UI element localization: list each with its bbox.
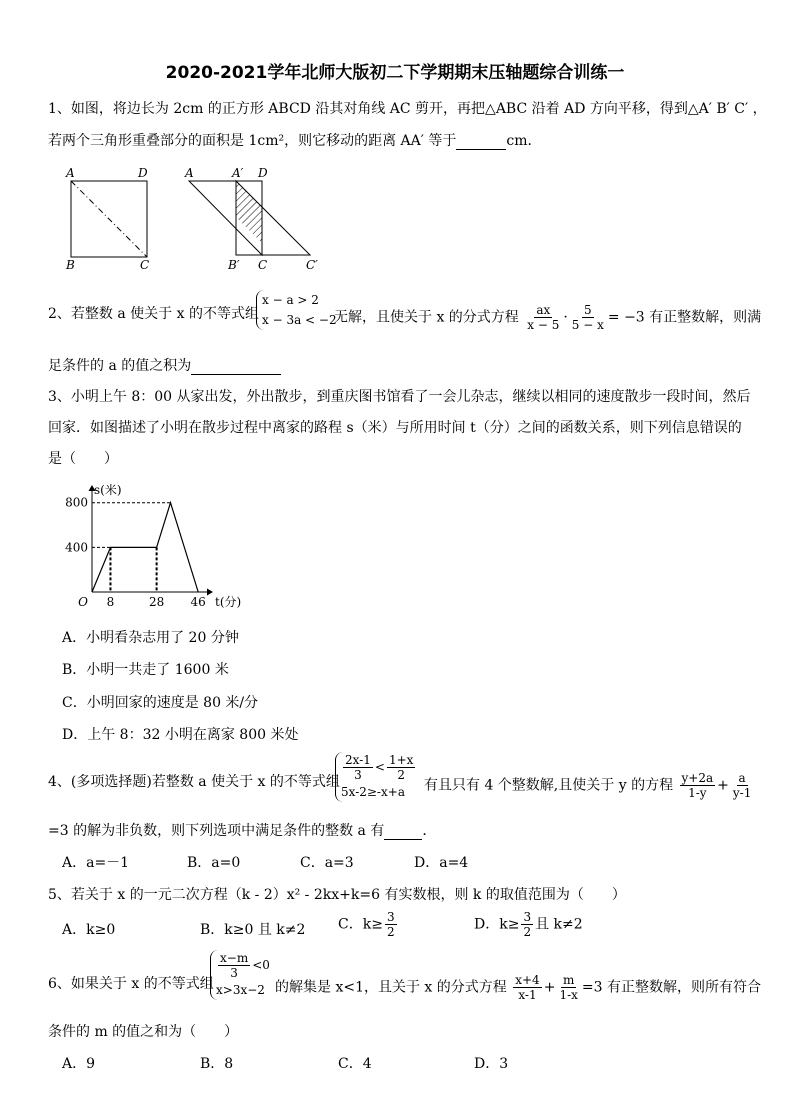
x-axis-label: t(分) xyxy=(215,595,242,609)
q3-option-c: C．小明回家的速度是 80 米/分 xyxy=(62,695,259,711)
q4-line2-text: =3 的解为非负数，则下列选项中满足条件的整数 a 有 xyxy=(48,823,385,839)
q4-mid: 有且只有 4 个整数解,且使关于 y 的方程 xyxy=(424,777,674,794)
q4-option-a: A．a=－1 xyxy=(62,855,130,871)
q4-plus: + xyxy=(717,777,729,794)
q4-ineq1-op: < xyxy=(374,760,385,774)
q3-line3: 是（ ） xyxy=(48,451,118,467)
y-axis-label: s(米) xyxy=(94,483,122,497)
q4-option-d: D．a=4 xyxy=(414,855,469,871)
q4-frac2-den: y-1 xyxy=(732,786,752,800)
q1-answer-blank xyxy=(456,133,506,150)
q5-option-c-frac xyxy=(385,910,397,939)
q5-option-a: A．k≥0 xyxy=(62,922,116,938)
y-tick-800: 800 xyxy=(65,495,88,510)
q2-pre: 2、若整数 a 使关于 x 的不等式组 xyxy=(48,306,259,322)
q6-option-d: D．3 xyxy=(474,1056,509,1072)
q6-frac1-num: x+4 xyxy=(515,973,540,987)
q2-inequality-system xyxy=(256,290,337,330)
q3-distance-time-chart xyxy=(62,478,252,613)
q2-frac1 xyxy=(525,303,561,332)
q6-post: =3 有正整数解，则所有符合 xyxy=(581,979,761,996)
q5-option-b: B．k≥0 且 k≠2 xyxy=(200,922,306,938)
q3-option-d: D．上午 8：32 小明在离家 800 米处 xyxy=(62,727,299,743)
q6-line1-rest xyxy=(275,973,761,1002)
y-tick-400: 400 xyxy=(65,540,88,555)
x-tick-28: 28 xyxy=(148,595,165,609)
q6-ineq2: x>3x−2 xyxy=(216,983,265,997)
q6-option-b: B．8 xyxy=(200,1056,234,1072)
q5-option-d-post: 且 k≠2 xyxy=(535,916,583,933)
q3-line1: 3、小明上午 8：00 从家出发，外出散步，到重庆图书馆看了一会儿杂志，继续以相同的速度散步一段时间，然后 xyxy=(48,389,751,405)
q5-option-c-text: C．k≥ xyxy=(338,916,383,933)
x-tick-46: 46 xyxy=(190,595,206,609)
q4-frac2-num: a xyxy=(738,771,746,785)
diagonal-ac xyxy=(71,181,147,257)
q6-option-c: C．4 xyxy=(338,1056,372,1072)
q3-option-b: B．小明一共走了 1600 米 xyxy=(62,662,229,678)
q6-plus: + xyxy=(543,979,556,996)
fig1-label-c: C xyxy=(140,258,150,272)
q1-line1: 1、如图，将边长为 2cm 的正方形 ABCD 沿其对角线 AC 剪开，再把△ABC 沿着 AD 方向平移，得到△A′ B′ C′ ， xyxy=(48,101,767,117)
q5-option-c xyxy=(338,910,399,939)
q1-line2 xyxy=(48,130,542,150)
q2-frac1-num: ax xyxy=(536,303,551,317)
q4-frac1-den: 1-y xyxy=(688,786,707,800)
fig2-label-b-prime: B′ xyxy=(228,258,240,272)
q2-frac2-den: 5 − x xyxy=(571,318,604,332)
q6-pre: 6、如果关于 x 的不等式组 xyxy=(48,976,214,992)
fig1-label-d: D xyxy=(138,166,148,180)
q6-frac1-den: x-1 xyxy=(518,988,537,1002)
q4-frac-b xyxy=(387,753,415,782)
x-tick-origin: O xyxy=(78,595,88,609)
q4-line2-end: ． xyxy=(422,823,437,839)
q5-line1: 5、若关于 x 的一元二次方程（k - 2）x² - 2kx+k=6 有实数根，则 k 的取值范围为（ ） xyxy=(48,887,626,903)
q2-answer-blank xyxy=(191,358,281,375)
q4-frac-a-num: 2x-1 xyxy=(345,753,371,767)
fig2-label-d: D xyxy=(258,166,268,180)
q6-frac2-num: m xyxy=(562,973,575,987)
q6-frac-a xyxy=(218,951,250,980)
q2-post: = −3 有正整数解，则满 xyxy=(607,309,762,326)
q4-option-c: C．a=3 xyxy=(300,855,354,871)
q4-pre: 4、(多项选择题)若整数 a 使关于 x 的不等式组 xyxy=(48,774,340,790)
q5-option-d xyxy=(474,910,583,939)
fig2-label-c-prime: C′ xyxy=(306,258,318,272)
fig1-label-b: B xyxy=(66,258,75,272)
q5-d-den: 2 xyxy=(523,925,532,939)
q2-frac2-num: 5 xyxy=(584,303,592,317)
q4-ineq1 xyxy=(341,752,417,782)
q5-option-d-text: D．k≥ xyxy=(474,916,520,933)
q4-frac-a-den: 3 xyxy=(354,768,362,782)
q2-dot: · xyxy=(563,309,568,326)
q3-line2: 回家．如图描述了小明在散步过程中离家的路程 s（米）与所用时间 t（分）之间的函数关系，则下列信息错误的 xyxy=(48,420,742,436)
q4-option-b: B．a=0 xyxy=(187,855,241,871)
q6-option-a: A．9 xyxy=(62,1056,96,1072)
q6-frac-a-num: x−m xyxy=(220,951,249,965)
q1-square-figure xyxy=(60,165,170,275)
q4-answer-blank xyxy=(384,823,422,840)
q6-frac1 xyxy=(513,973,541,1002)
q6-frac2 xyxy=(557,973,579,1002)
q5-d-num: 3 xyxy=(523,910,532,924)
q6-ineq1 xyxy=(216,950,270,980)
q5-c-num: 3 xyxy=(386,910,395,924)
q1-line2-text: 若两个三角形重叠部分的面积是 1cm²，则它移动的距离 AA′ 等于 xyxy=(48,133,457,149)
q5-c-den: 2 xyxy=(386,925,395,939)
q2-line1-rest xyxy=(334,303,761,332)
q2-line2-text: 足条件的 a 的值之积为 xyxy=(48,358,192,374)
q2-mid: 无解，且使关于 x 的分式方程 xyxy=(334,309,519,326)
fig2-label-a-prime: A′ xyxy=(232,166,244,180)
fig2-label-c: C xyxy=(258,258,268,272)
q4-inequality-system xyxy=(335,752,417,802)
q6-ineq1-op: <0 xyxy=(252,958,270,972)
overlap-region xyxy=(236,181,262,243)
q4-frac2 xyxy=(731,771,753,800)
q2-line2 xyxy=(48,355,281,375)
q4-line1-rest xyxy=(424,771,755,800)
q3-option-a: A．小明看杂志用了 20 分钟 xyxy=(62,630,239,646)
q4-line2 xyxy=(48,820,436,840)
q6-frac-a-den: 3 xyxy=(230,966,238,980)
q2-frac1-den: x − 5 xyxy=(527,318,560,332)
x-tick-8: 8 xyxy=(106,595,115,609)
q4-frac1 xyxy=(680,771,716,800)
q6-frac2-den: 1-x xyxy=(559,988,578,1002)
q5-option-d-frac xyxy=(521,910,533,939)
q4-frac-b-num: 1+x xyxy=(388,753,414,767)
fig2-label-a: A xyxy=(185,166,194,180)
q2-ineq1: x − a > 2 xyxy=(262,293,319,307)
q4-ineq2: 5x-2≥-x+a xyxy=(341,785,405,799)
q4-frac-a xyxy=(343,753,373,782)
q6-line2: 条件的 m 的值之和为（ ） xyxy=(48,1024,239,1040)
q4-frac1-num: y+2a xyxy=(681,771,714,785)
fig1-label-a: A xyxy=(66,166,75,180)
q1-unit: cm． xyxy=(506,133,542,149)
q2-frac2 xyxy=(570,303,606,332)
page-title: 2020-2021学年北师大版初二下学期期末压轴题综合训练一 xyxy=(165,63,625,83)
q6-inequality-system xyxy=(210,950,270,1000)
q4-frac-b-den: 2 xyxy=(397,768,405,782)
q6-mid: 的解集是 x<1，且关于 x 的分式方程 xyxy=(275,979,507,996)
q2-ineq2: x − 3a < −2 xyxy=(262,313,337,327)
